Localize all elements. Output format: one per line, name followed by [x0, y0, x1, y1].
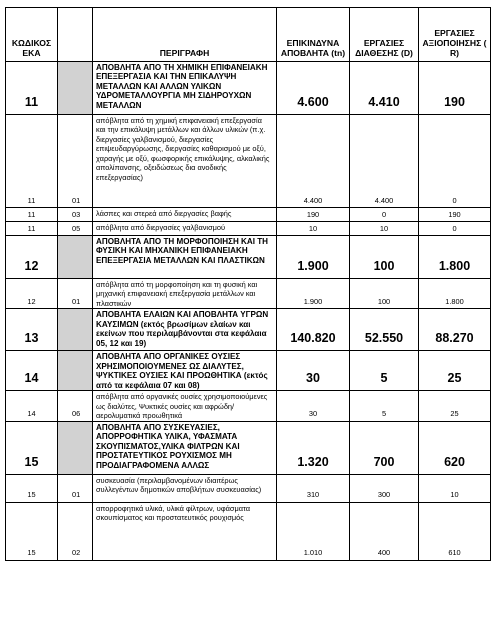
recovery-cell: 1.800: [419, 236, 491, 279]
subcode-cell: [58, 351, 93, 391]
description-cell: απόβλητα από τη μορφοποίηση και τη φυσική και μηχανική επιφανειακή επεξεργασία μετάλλων και πλαστικών: [93, 279, 277, 309]
subcode-cell: 05: [58, 222, 93, 236]
header-hazardous: ΕΠΙΚΙΝΔΥΝΑ ΑΠΟΒΛΗΤΑ (tn): [277, 8, 350, 62]
code-cell: 11: [6, 62, 58, 115]
subcode-cell: [58, 236, 93, 279]
description-cell: ΑΠΟΒΛΗΤΑ ΑΠΟ ΤΗ ΜΟΡΦΟΠΟΙΗΣΗ ΚΑΙ ΤΗ ΦΥΣΙΚΗ ΚΑΙ ΜΗΧΑΝΙΚΗ ΕΠΙΦΑΝΕΙΑΚΗ ΕΠΕΞΕΡΓΑΣΙΑ ΜΕΤΑΛΛΩΝ ΚΑΙ ΠΛΑΣΤΙΚΩΝ: [93, 236, 277, 279]
disposal-cell: 4.410: [350, 62, 419, 115]
hazardous-cell: 1.010: [277, 502, 350, 560]
code-cell: 13: [6, 309, 58, 351]
hazardous-cell: 190: [277, 208, 350, 222]
code-cell: 15: [6, 421, 58, 474]
recovery-cell: 25: [419, 351, 491, 391]
subcategory-row: [6, 474, 491, 502]
code-cell: 15: [6, 502, 58, 560]
subcategory-row: [6, 222, 491, 236]
subcode-cell: 01: [58, 115, 93, 208]
subcode-cell: 03: [58, 208, 93, 222]
disposal-cell: 4.400: [350, 115, 419, 208]
description-cell: ΑΠΟΒΛΗΤΑ ΑΠΟ ΣΥΣΚΕΥΑΣΙΕΣ, ΑΠΟΡΡΟΦΗΤΙΚΑ ΥΛΙΚΑ, ΥΦΑΣΜΑΤΑ ΣΚΟΥΠΙΣΜΑΤΟΣ,ΥΛΙΚΑ ΦΙΛΤΡΩΝ ΚΑΙ ΠΡΟΣΤΑΤΕΥΤΙΚΟΣ ΡΟΥΧΙΣΜΟΣ ΜΗ ΠΡΟΔΙΑΓΡΑΦΟΜΕΝΑ ΑΛΛΩΣ: [93, 421, 277, 474]
subcode-cell: [58, 62, 93, 115]
description-cell: συσκευασία (περιλαμβανομένων ιδιαιτέρως συλλεγέντων δημοτικών αποβλήτων συσκευασίας): [93, 474, 277, 502]
description-cell: απόβλητα από διεργασίες γαλβανισμού: [93, 222, 277, 236]
hazardous-cell: 10: [277, 222, 350, 236]
hazardous-cell: 140.820: [277, 309, 350, 351]
header-row: [6, 8, 491, 62]
header-recovery: ΕΡΓΑΣΙΕΣ ΑΞΙΟΠΟΙΗΣΗΣ ( R): [419, 8, 491, 62]
recovery-cell: 88.270: [419, 309, 491, 351]
recovery-cell: 25: [419, 391, 491, 421]
code-cell: 11: [6, 222, 58, 236]
header-disposal: ΕΡΓΑΣΙΕΣ ΔΙΑΘΕΣΗΣ (D): [350, 8, 419, 62]
subcode-cell: 01: [58, 279, 93, 309]
recovery-cell: 190: [419, 62, 491, 115]
code-cell: 14: [6, 351, 58, 391]
disposal-cell: 5: [350, 351, 419, 391]
hazardous-cell: 4.400: [277, 115, 350, 208]
disposal-cell: 700: [350, 421, 419, 474]
description-cell: ΑΠΟΒΛΗΤΑ ΕΛΑΙΩΝ ΚΑΙ ΑΠΟΒΛΗΤΑ ΥΓΡΩΝ ΚΑΥΣΙΜΩΝ (εκτός βρωσίμων ελαίων και εκείνων που περιλαμβάνονται στα κεφάλαια 05, 12 και 19): [93, 309, 277, 351]
description-cell: ΑΠΟΒΛΗΤΑ ΑΠΟ ΤΗ ΧΗΜΙΚΗ ΕΠΙΦΑΝΕΙΑΚΗ ΕΠΕΞΕΡΓΑΣΙΑ ΚΑΙ ΤΗΝ ΕΠΙΚΑΛΥΨΗ ΜΕΤΑΛΛΩΝ ΚΑΙ ΑΛΛΩΝ ΥΛΙΚΩΝ ΥΔΡΟΜΕΤΑΛΛΟΥΡΓΙΑ ΜΗ ΣΙΔΗΡΟΥΧΩΝ ΜΕΤΑΛΛΩΝ: [93, 62, 277, 115]
hazardous-cell: 30: [277, 391, 350, 421]
subcategory-row: [6, 115, 491, 208]
code-cell: 11: [6, 115, 58, 208]
category-row: [6, 421, 491, 474]
header-description: ΠΕΡΙΓΡΑΦΗ: [93, 8, 277, 62]
disposal-cell: 10: [350, 222, 419, 236]
code-cell: 15: [6, 474, 58, 502]
hazardous-cell: 30: [277, 351, 350, 391]
disposal-cell: 100: [350, 236, 419, 279]
recovery-cell: 10: [419, 474, 491, 502]
header-subcode: [58, 8, 93, 62]
table-body: [6, 62, 491, 561]
subcategory-row: [6, 502, 491, 560]
disposal-cell: 52.550: [350, 309, 419, 351]
category-row: [6, 351, 491, 391]
subcategory-row: [6, 208, 491, 222]
description-cell: ΑΠΟΒΛΗΤΑ ΑΠΟ ΟΡΓΑΝΙΚΕΣ ΟΥΣΙΕΣ ΧΡΗΣΙΜΟΠΟΙΟΥΜΕΝΕΣ ΩΣ ΔΙΑΛΥΤΕΣ, ΨΥΚΤΙΚΕΣ ΟΥΣΙΕΣ ΚΑΙ ΠΡΟΩΘΗΤΙΚΑ (εκτός από τα κεφάλαια 07 και 08): [93, 351, 277, 391]
hazardous-cell: 1.320: [277, 421, 350, 474]
hazardous-cell: 1.900: [277, 279, 350, 309]
disposal-cell: 300: [350, 474, 419, 502]
recovery-cell: 1.800: [419, 279, 491, 309]
code-cell: 12: [6, 279, 58, 309]
subcode-cell: [58, 421, 93, 474]
disposal-cell: 400: [350, 502, 419, 560]
description-cell: απορροφητικά υλικά, υλικά φίλτρων, υφάσματα σκουπίσματος και προστατευτικός ρουχισμός: [93, 502, 277, 560]
waste-statistics-table: [5, 7, 491, 561]
code-cell: 12: [6, 236, 58, 279]
code-cell: 14: [6, 391, 58, 421]
subcode-cell: 01: [58, 474, 93, 502]
disposal-cell: 5: [350, 391, 419, 421]
category-row: [6, 62, 491, 115]
subcategory-row: [6, 391, 491, 421]
recovery-cell: 0: [419, 222, 491, 236]
subcategory-row: [6, 279, 491, 309]
hazardous-cell: 4.600: [277, 62, 350, 115]
recovery-cell: 620: [419, 421, 491, 474]
recovery-cell: 190: [419, 208, 491, 222]
hazardous-cell: 1.900: [277, 236, 350, 279]
description-cell: απόβλητα από οργανικές ουσίες χρησιμοποιούμενες ως διαλύτες, Ψυκτικές ουσίες και αφρώδη/αερολυματικά προωθητικά: [93, 391, 277, 421]
recovery-cell: 610: [419, 502, 491, 560]
hazardous-cell: 310: [277, 474, 350, 502]
header-code: ΚΩΔΙΚΟΣ ΕΚΑ: [6, 8, 58, 62]
category-row: [6, 309, 491, 351]
subcode-cell: 06: [58, 391, 93, 421]
subcode-cell: 02: [58, 502, 93, 560]
category-row: [6, 236, 491, 279]
disposal-cell: 100: [350, 279, 419, 309]
subcode-cell: [58, 309, 93, 351]
description-cell: απόβλητα από τη χημική επιφανειακή επεξεργασία και την επικάλυψη μετάλλων και άλλων υλικών (π.χ. διεργασίες γαλβανισμού, διεργασίες επιψευδαργύρωσης, διεργασίες καθαρισμού με οξύ, χαραγής με οξύ, φωσφορικής επικάλυψης, αλκαλικής απολίπανσης, οξειδώσεως δια ανοδικής επεξεργασίας): [93, 115, 277, 208]
disposal-cell: 0: [350, 208, 419, 222]
recovery-cell: 0: [419, 115, 491, 208]
description-cell: λάσπες και στερεά από διεργασίες βαφής: [93, 208, 277, 222]
code-cell: 11: [6, 208, 58, 222]
